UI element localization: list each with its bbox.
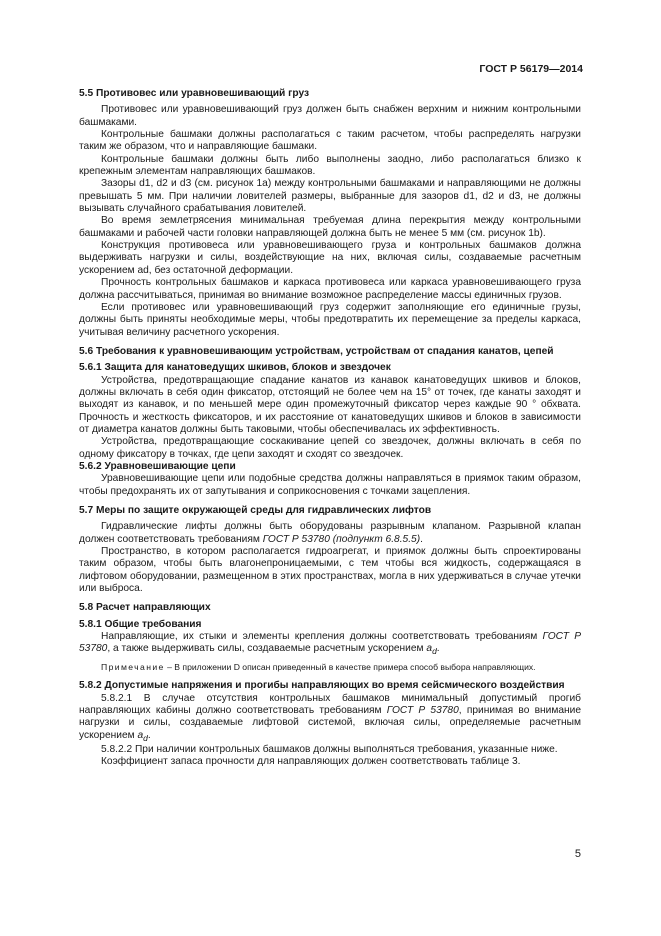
section-5-6-1-title: 5.6.1 Защита для канатоведущих шкивов, блоков и звездочек: [79, 362, 391, 374]
text-run: , принимая во внимание нагрузки и силы, создаваемые лифтовой системой, включая силы, определяемые расчетным ускорением: [79, 705, 582, 741]
reference: ГОСТ Р 53780: [386, 705, 459, 716]
section-5-8-1-title: 5.8.1 Общие требования: [79, 618, 202, 630]
note-text: – В приложении D описан приведенный в качестве примера способ выбора направляющих.: [164, 661, 536, 672]
section-5-5-title: 5.5 Противовес или уравновешивающий груз: [79, 88, 310, 99]
paragraph: Во время землетрясения минимальная требуемая длина перекрытия между контрольными башмаками и рабочей части головки направляющей должна быть не менее 5 мм (см. рисунок 1b).: [79, 215, 581, 239]
paragraph: 5.8.2.1 В случае отсутствия контрольных башмаков минимальный допустимый прогиб направляющих кабины должно соответствовать требованиям ГОСТ Р 53780, принимая во внимание нагрузки и силы, создаваемые лифтовой системой, включая силы, определяемые расчетным ускорением $a_d$.: [79, 692, 582, 743]
document-body: [79, 88, 581, 769]
paragraph: Устройства, предотвращающие соскакивание цепей со звездочек, должны включать в себя по одному фиксатору в точках, где цепи заходят и сходят со звездочек.: [79, 436, 581, 460]
paragraph: Коэффициент запаса прочности для направляющих должен соответствовать таблице 3.: [101, 756, 521, 768]
section-5-6-2-title: 5.6.2 Уравновешивающие цепи: [79, 460, 236, 472]
symbol: $a_d$: [426, 643, 437, 657]
paragraph: Прочность контрольных башмаков и каркаса противовеса или каркаса уравновешивающего груза должна рассчитываться, принимая во внимание возможное распределение массы единичных грузов.: [79, 277, 581, 301]
page-number: 5: [574, 848, 581, 860]
paragraph: Устройства, предотвращающие спадание канатов из канавок канатоведущих шкивов и блоков, должны включать в себя один фиксатор, отстоящий не более чем на 15° от точек, где канаты заходят и выходят из канавок, и по меньшей мере один промежуточный фиксатор через каждые 90 ° обхвата. Прочность и жесткость фиксаторов, и их расстояние от канатоведущих шкивов и блоков в зависимости от диаметра канатов должны быть таковыми, чтобы обеспечивалась их эффективность.: [79, 374, 581, 435]
section-5-7-title: 5.7 Меры по защите окружающей среды для гидравлических лифтов: [79, 505, 432, 516]
paragraph: Контрольные башмаки должны быть либо выполнены заодно, либо располагаться близко к крепежным элементам направляющих башмаков.: [79, 153, 581, 178]
paragraph: Конструкция противовеса или уравновешивающего груза и контрольных башмаков должна выдерживать нагрузки и силы, воздействующие на них, включая силы, создаваемые расчетным ускорением ad, без остаточной деформации.: [79, 240, 581, 276]
section-5-6-title: 5.6 Требования к уравновешивающим устройствам, устройствам от спадания канатов, цепей: [79, 345, 554, 357]
section-5-8-2-title: 5.8.2 Допустимые напряжения и прогибы направляющих во время сейсмического воздействия: [79, 680, 565, 692]
paragraph: Уравновешивающие цепи или подобные средства должны направляться в приямок таким образом, чтобы предохранять их от запутывания и соприкосновения с точками зацепления.: [79, 473, 581, 497]
paragraph: Если противовес или уравновешивающий груз содержит заполняющие его единичные грузы, должны быть приняты необходимые меры, чтобы предотвратить их перемещение за пределы каркаса, учитывая величину расчетного ускорения.: [79, 301, 581, 338]
text-run: .: [420, 533, 423, 545]
note: [79, 662, 581, 674]
paragraph: Противовес или уравновешивающий груз должен быть снабжен верхним и нижним контрольными башмаками.: [79, 104, 581, 128]
standard-header: ГОСТ Р 56179—2014: [479, 63, 583, 75]
paragraph: Контрольные башмаки должны располагаться с таким расчетом, чтобы распределять нагрузки таким же образом, что и направляющие башмаки.: [79, 129, 581, 153]
text-run: , а также выдерживать силы, создаваемые расчетным ускорением: [107, 643, 427, 655]
paragraph: Пространство, в котором располагается гидроагрегат, и приямок должны быть спроектированы таким образом, чтобы быть влагонепроницаемыми, с тем чтобы вся жидкость, содержащаяся в лифтовом оборудовании, размещенном в этих пространствах, могла в них удерживаться в случае утечки или выброса.: [79, 546, 581, 595]
reference: ГОСТ Р 53780 (подпункт 6.8.5.5): [262, 533, 421, 545]
paragraph: Направляющие, их стыки и элементы крепления должны соответствовать требованиям ГОСТ Р 53780, а также выдерживать силы, создаваемые расчетным ускорением $a_d$.: [79, 631, 582, 657]
paragraph: 5.8.2.2 При наличии контрольных башмаков должны выполняться требования, указанные ниже.: [101, 744, 558, 756]
note-label: Примечание: [101, 661, 165, 672]
paragraph: [79, 521, 581, 546]
paragraph: Зазоры d1, d2 и d3 (см. рисунок 1а) между контрольными башмаками и направляющими не должны превышать 5 мм. При наличии ловителей размеры, выбранные для зазоров d1, d2 и d3, не должны вызывать случайного срабатывания ловителей.: [79, 178, 581, 215]
section-5-8-title: 5.8 Расчет направляющих: [79, 602, 211, 614]
symbol: $a_d$: [137, 729, 148, 743]
text-run: Направляющие, их стыки и элементы крепления должны соответствовать требованиям: [101, 631, 543, 643]
text-run: 5.8.2.1 В случае отсутствия контрольных башмаков минимальный допустимый прогиб направляющих кабины должно соответствовать требованиям: [79, 692, 581, 716]
text-run: Гидравлические лифты должны быть оборудованы разрывным клапаном. Разрывной клапан должен соответствовать требованиям: [79, 521, 581, 545]
reference: ГОСТ Р 53780: [79, 631, 582, 655]
